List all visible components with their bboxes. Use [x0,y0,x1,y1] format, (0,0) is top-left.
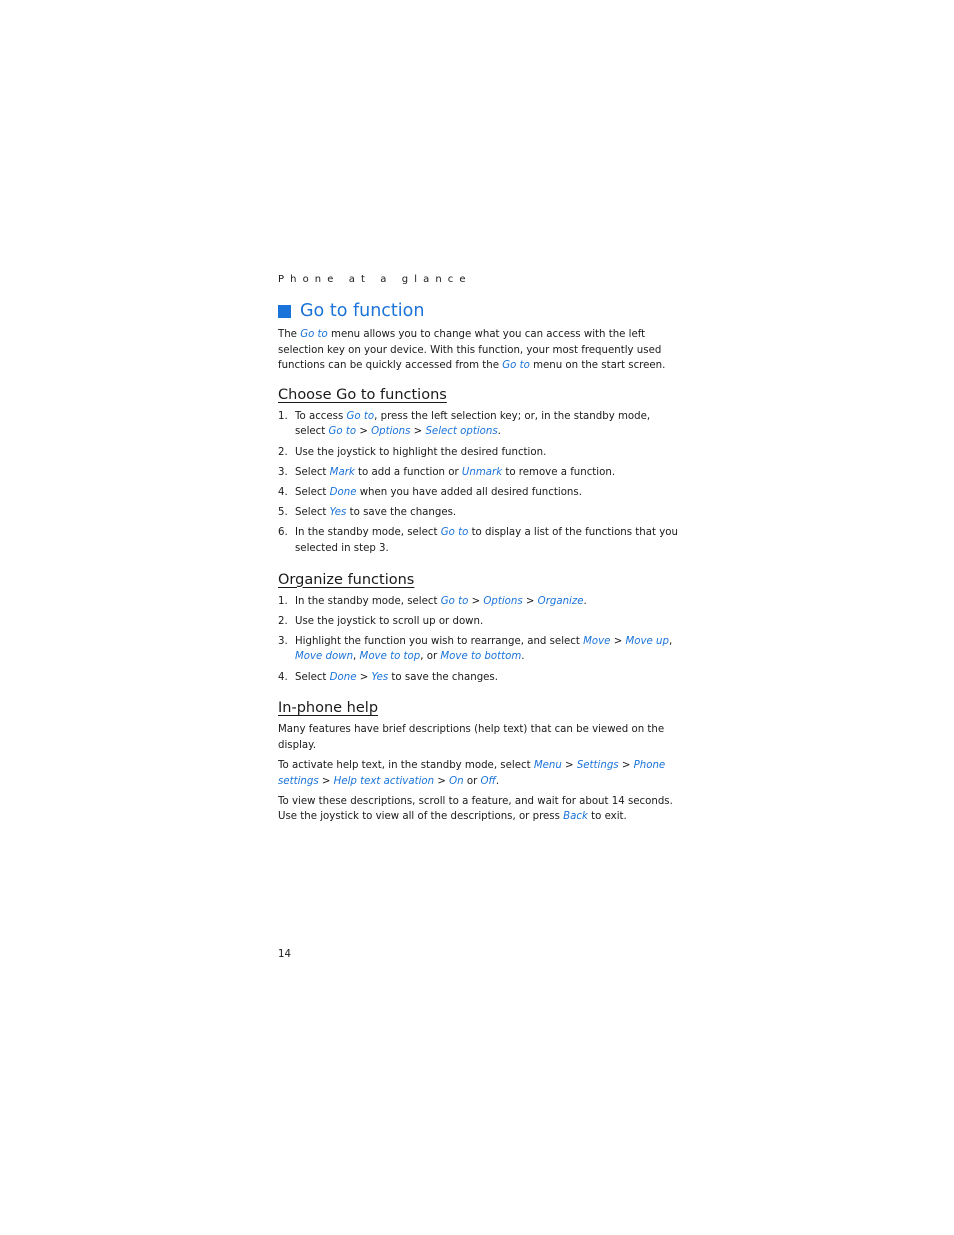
menu-link-options: Options [371,426,411,438]
organize-steps-list [278,594,678,686]
list-item: 2. Use the joystick to scroll up or down. [278,615,484,627]
page-content [278,272,678,825]
list-item: 3. Select Mark to add a function or Unmark to remove a function. [278,466,616,478]
heading-choose-go-to-functions: Choose Go to functions [278,386,447,403]
menu-link-done: Done [329,671,357,683]
list-item: 4. Select Done > Yes to save the changes. [278,671,498,683]
menu-link-yes: Yes [329,507,347,519]
menu-link-menu: Menu [533,760,562,772]
menu-link-settings: Settings [576,760,619,772]
help-paragraph: To activate help text, in the standby mode, select Menu > Settings > Phone settings > Help text activation > On or Off. [278,760,666,787]
menu-link-move-down: Move down [295,651,354,663]
menu-link-go-to: Go to [440,527,469,539]
page-number: 14 [278,949,291,960]
menu-link-move-up: Move up [625,635,669,647]
menu-link-go-to: Go to [328,426,357,438]
menu-link-help-text-activation: Help text activation [333,775,435,787]
menu-link-move-to-top: Move to top [359,651,421,663]
menu-link-go-to: Go to [440,595,469,607]
menu-link-back: Back [563,811,588,823]
menu-link-organize: Organize [537,595,584,607]
menu-link-yes: Yes [371,671,389,683]
menu-link-move-to-bottom: Move to bottom [440,651,522,663]
menu-link-mark: Mark [329,466,355,478]
heading-in-phone-help: In-phone help [278,700,379,717]
section-title-row [278,299,678,323]
menu-link-off: Off [480,775,496,787]
menu-link-options: Options [483,595,523,607]
square-bullet-icon [278,305,291,318]
list-item: 6. In the standby mode, select Go to to display a list of the functions that you selected in step 3. [278,527,678,554]
heading-organize-functions: Organize functions [278,571,415,588]
list-item: 2. Use the joystick to highlight the desired function. [278,446,547,458]
intro-paragraph: The Go to menu allows you to change what you can access with the left selection key on your device. With this function, your most frequently used functions can be quickly accessed from the Go to menu on the start screen. [278,329,666,372]
help-paragraph: Many features have brief descriptions (help text) that can be viewed on the display. [278,724,665,751]
list-item: 1. In the standby mode, select Go to > Options > Organize. [278,595,587,607]
list-item: 1. To access Go to, press the left selection key; or, in the standby mode, select Go to > Options > Select options. [278,410,651,438]
page-title: Go to function [300,301,425,321]
list-item: 5. Select Yes to save the changes. [278,507,457,519]
menu-link-select-options: Select options [425,426,498,438]
list-item: 3. Highlight the function you wish to rearrange, and select Move > Move up, Move down, Move to top, or Move to bottom. [278,635,673,663]
help-paragraph: To view these descriptions, scroll to a feature, and wait for about 14 seconds. Use the joystick to view all of the descriptions, or press Back to exit. [278,795,673,823]
menu-link-go-to: Go to [502,360,530,372]
menu-link-done: Done [329,486,357,498]
running-head: Phone at a glance [278,274,472,285]
menu-link-phone-settings: Phone settings [278,760,666,787]
menu-link-go-to: Go to [346,410,375,422]
menu-link-go-to: Go to [300,329,328,340]
choose-steps-list [278,409,678,557]
menu-link-on: On [449,775,464,787]
list-item: 4. Select Done when you have added all desired functions. [278,486,582,498]
menu-link-move: Move [583,635,611,647]
menu-link-unmark: Unmark [461,466,503,478]
